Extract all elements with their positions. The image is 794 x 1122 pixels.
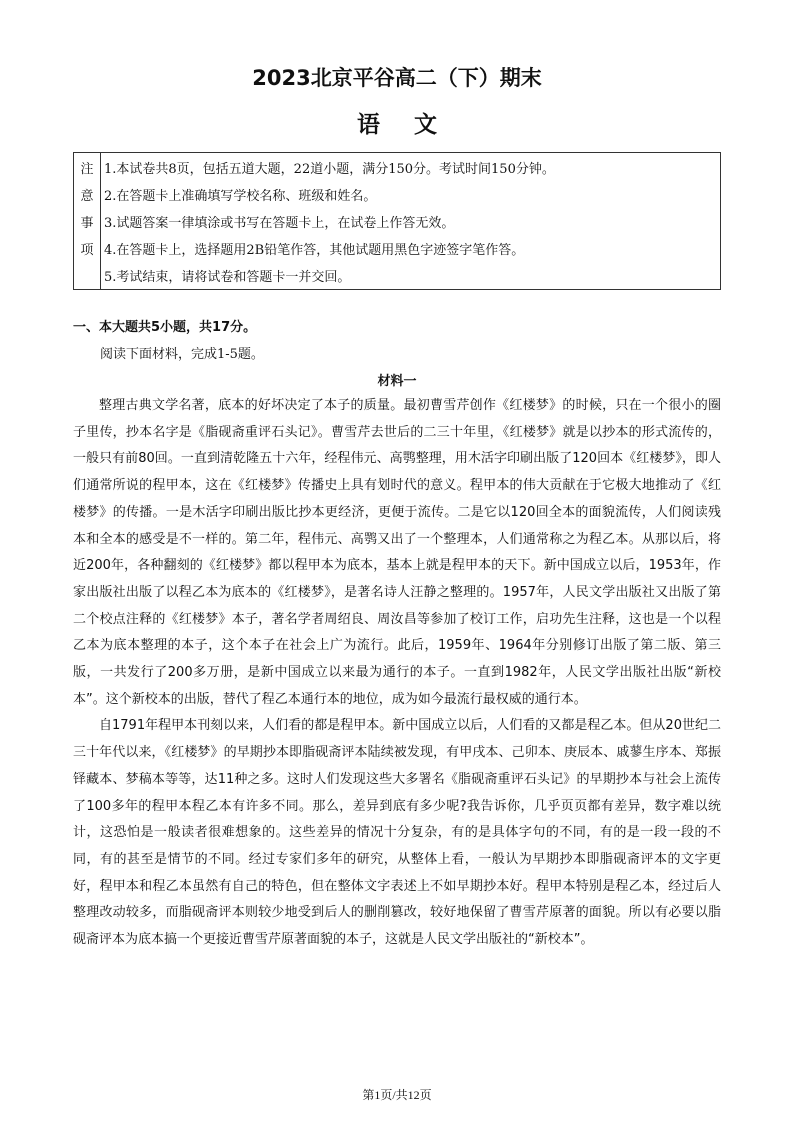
subject-title: 语文 [357, 112, 471, 138]
notice-label-char: 项 [80, 243, 94, 258]
page-footer: 第1页/共12页 [362, 1088, 432, 1102]
paragraph: 自1791年程甲本刊刻以来，人们看的都是程甲本。新中国成立以后，人们看的又都是程乙本。但从20世纪二三十年代以来，《红楼梦》的早期抄本即脂砚斋评本陆续被发现，有甲戌本、己卯本、庚辰本、戚蓼生序本、郑振铎藏本、梦稿本等等，达11种之多。这时人们发现这些大多署名《脂砚斋重评石头记》的早期抄本与社会上流传了100多年的程甲本程乙本有许多不同。那么，差异到底有多少呢?我告诉你，几乎页页都有差异，数字难以统计，这恐怕是一般读者很难想象的。这些差异的情况十分复杂，有的是具体字句的不同，有的是一段一段的不同，有的甚至是情节的不同。经过专家们多年的研究，从整体上看，一般认为早期抄本即脂砚斋评本的文字更好，程甲本和程乙本虽然有自己的特色，但在整体文字表述上不如早期抄本好。程甲本特别是程乙本，经过后人整理改动较多，而脂砚斋评本则较少地受到后人的删削篡改，较好地保留了曹雪芹原著的面貌。所以有必要以脂砚斋评本为底本搞一个更接近曹雪芹原著面貌的本子，这就是人民文学出版社的“新校本”。 [73, 718, 721, 948]
material-title: 材料一 [377, 374, 417, 389]
exam-title: 2023北京平谷高二（下）期末 [252, 66, 542, 90]
notice-box [73, 152, 721, 290]
notice-label-char: 意 [80, 189, 94, 204]
reading-instruction: 阅读下面材料，完成1-5题。 [100, 347, 264, 362]
notice-item: 1.本试卷共8页，包括五道大题，22道小题，满分150分。考试时间150分钟。 [104, 162, 555, 177]
notice-item: 4.在答题卡上，选择题用2B铅笔作答，其他试题用黑色字迹签字笔作答。 [104, 243, 525, 258]
notice-item: 2.在答题卡上准确填写学校名称、班级和姓名。 [104, 189, 377, 204]
paragraph: 整理古典文学名著，底本的好坏决定了本子的质量。最初曹雪芹创作《红楼梦》的时候，只在一个很小的圈子里传，抄本名字是《脂砚斋重评石头记》。曹雪芹去世后的二三十年里，《红楼梦》就是以抄本的形式流传的，一般只有前80回。一直到清乾隆五十六年，经程伟元、高鹗整理，用木活字印刷出版了120回本《红楼梦》，即人们通常所说的程甲本，这在《红楼梦》传播史上具有划时代的意义。程甲本的伟大贡献在于它极大地推动了《红楼梦》的传播。一是木活字印刷出版比抄本更经济，更便于流传。二是它以120回全本的面貌流传，人们阅读残本和全本的感受是不一样的。第二年，程伟元、高鹗又出了一个整理本，人们通常称之为程乙本。从那以后，将近200年，各种翻刻的《红楼梦》都以程甲本为底本，基本上就是程甲本的天下。新中国成立以后，1953年，作家出版社出版了以程乙本为底本的《红楼梦》，是著名诗人汪静之整理的。1957年，人民文学出版社又出版了第二个校点注释的《红楼梦》本子，著名学者周绍良、周汝昌等参加了校订工作，启功先生注释，这也是一个以程乙本为底本整理的本子，这个本子在社会上广为流行。此后，1959年、1964年分别修订出版了第二版、第三版，一共发行了200多万册，是新中国成立以来最为通行的本子。一直到1982年，人民文学出版社出版“新校本”。这个新校本的出版，替代了程乙本通行本的地位，成为如今最流行最权威的通行本。 [73, 398, 721, 707]
notice-items [101, 153, 720, 289]
notice-label [74, 153, 101, 289]
notice-label-char: 注 [80, 162, 94, 177]
notice-item: 3.试题答案一律填涂或书写在答题卡上，在试卷上作答无效。 [104, 216, 455, 231]
notice-item: 5.考试结束，请将试卷和答题卡一并交回。 [104, 270, 351, 285]
section-heading: 一、本大题共5小题，共17分。 [73, 320, 257, 335]
notice-label-char: 事 [80, 216, 94, 231]
material-body [73, 393, 721, 954]
